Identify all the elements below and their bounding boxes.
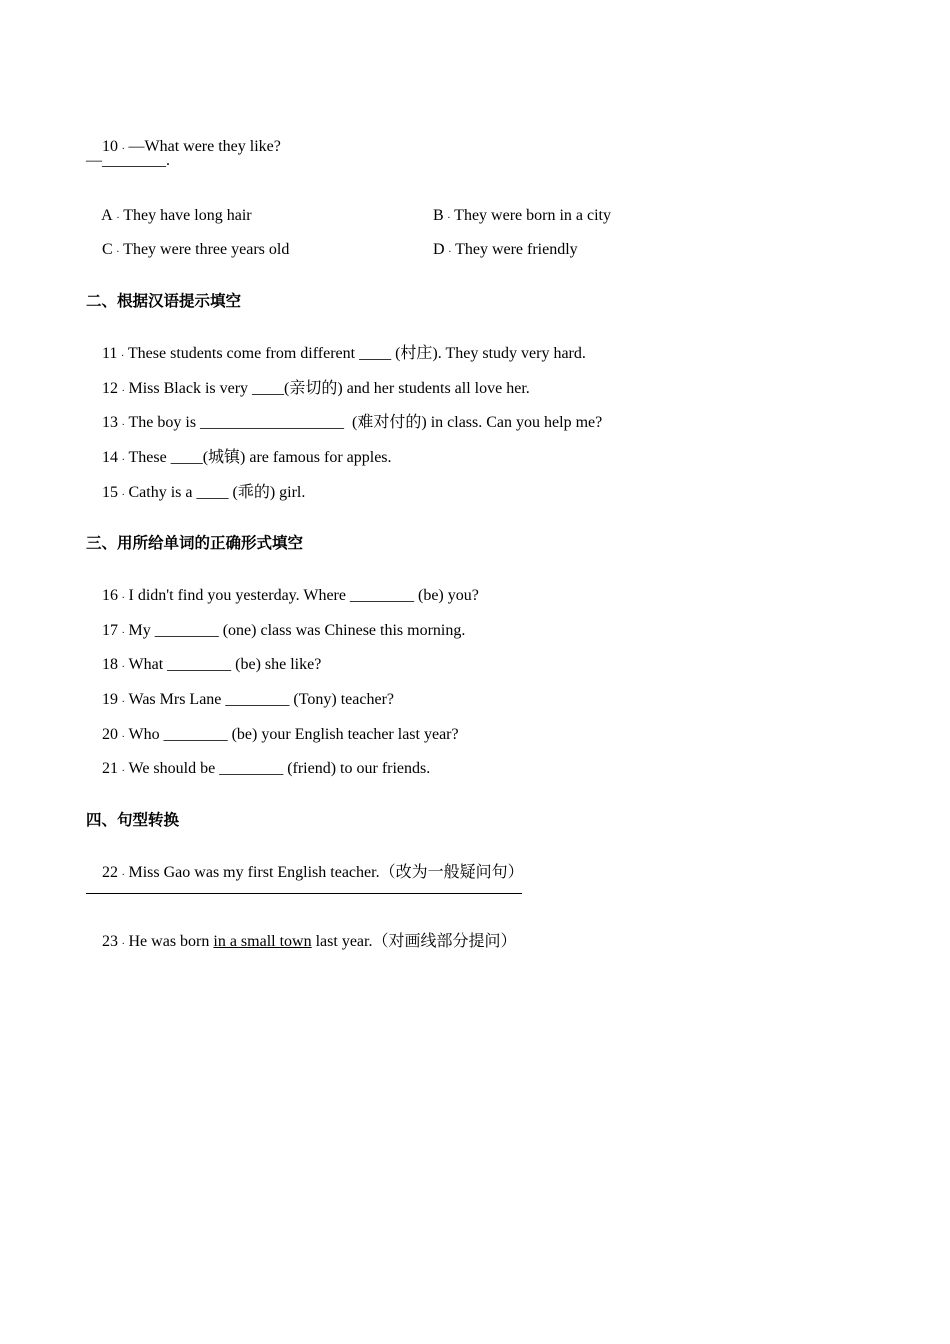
option-letter: A <box>101 207 113 224</box>
question-text: What ________ (be) she like? <box>128 656 322 673</box>
number-dot: . <box>122 659 125 671</box>
option-text: They were friendly <box>455 241 578 258</box>
question-number: 11 <box>102 345 118 362</box>
number-dot: . <box>122 487 125 499</box>
question-23 <box>86 912 516 972</box>
question-text-post: last year.（对画线部分提问） <box>311 933 517 950</box>
option-d[interactable] <box>417 220 578 280</box>
question-number: 21 <box>102 760 118 777</box>
question-text: I didn't find you yesterday. Where ________ (be) you? <box>128 587 479 604</box>
question-text: These ____(城镇) are famous for apples. <box>128 449 392 466</box>
question-number: 18 <box>102 656 118 673</box>
answer-blank[interactable]: __________________ <box>200 414 345 431</box>
option-text: They have long hair <box>123 207 252 224</box>
question-number: 12 <box>102 380 118 397</box>
option-text: They were three years old <box>123 241 290 258</box>
question-number: 16 <box>102 587 118 604</box>
question-number: 14 <box>102 449 118 466</box>
question-text-pre: The boy is <box>128 414 201 431</box>
question-10-reply: —________. <box>86 152 170 169</box>
question-text: Cathy is a ____ (乖的) girl. <box>128 484 306 501</box>
option-dot: . <box>447 210 451 222</box>
option-letter: C <box>102 241 113 258</box>
number-dot: . <box>122 141 125 153</box>
question-text: These students come from different ____ (村庄). They study very hard. <box>127 345 586 362</box>
number-dot: . <box>122 417 125 429</box>
answer-line[interactable] <box>86 893 522 894</box>
question-number: 20 <box>102 726 118 743</box>
option-letter: B <box>433 207 444 224</box>
question-22 <box>86 843 524 903</box>
option-dot: . <box>116 244 120 256</box>
question-21 <box>86 739 430 799</box>
section-4-title: 四、句型转换 <box>86 811 180 829</box>
question-number: 19 <box>102 691 118 708</box>
number-dot: . <box>122 452 125 464</box>
number-dot: . <box>122 729 125 741</box>
option-dot: . <box>116 210 120 222</box>
question-number: 22 <box>102 864 118 881</box>
section-2-title: 二、根据汉语提示填空 <box>86 292 242 310</box>
question-number: 23 <box>102 933 118 950</box>
question-text: My ________ (one) class was Chinese this morning. <box>128 622 466 639</box>
option-dot: . <box>448 244 452 256</box>
question-text: Miss Gao was my first English teacher.（改为一般疑问句） <box>128 864 524 881</box>
question-text: Who ________ (be) your English teacher last year? <box>128 726 459 743</box>
option-letter: D <box>433 241 445 258</box>
option-c[interactable] <box>86 220 289 280</box>
number-dot: . <box>122 590 125 602</box>
question-15 <box>86 463 305 523</box>
question-stem: —What were they like? <box>128 138 281 155</box>
question-text: Miss Black is very ____(亲切的) and her students all love her. <box>128 380 530 397</box>
section-3-title: 三、用所给单词的正确形式填空 <box>86 534 304 552</box>
number-dot: . <box>122 936 125 948</box>
question-number: 10 <box>102 138 118 155</box>
question-text-post: (难对付的) in class. Can you help me? <box>344 414 603 431</box>
question-number: 15 <box>102 484 118 501</box>
number-dot: . <box>122 763 125 775</box>
number-dot: . <box>122 694 125 706</box>
number-dot: . <box>121 348 124 360</box>
question-number: 13 <box>102 414 118 431</box>
number-dot: . <box>122 383 125 395</box>
number-dot: . <box>122 625 125 637</box>
underlined-phrase: in a small town <box>213 933 312 950</box>
question-text: Was Mrs Lane ________ (Tony) teacher? <box>128 691 394 708</box>
question-text: We should be ________ (friend) to our friends. <box>128 760 431 777</box>
question-number: 17 <box>102 622 118 639</box>
option-text: They were born in a city <box>454 207 611 224</box>
question-text-pre: He was born <box>128 933 214 950</box>
number-dot: . <box>122 867 125 879</box>
